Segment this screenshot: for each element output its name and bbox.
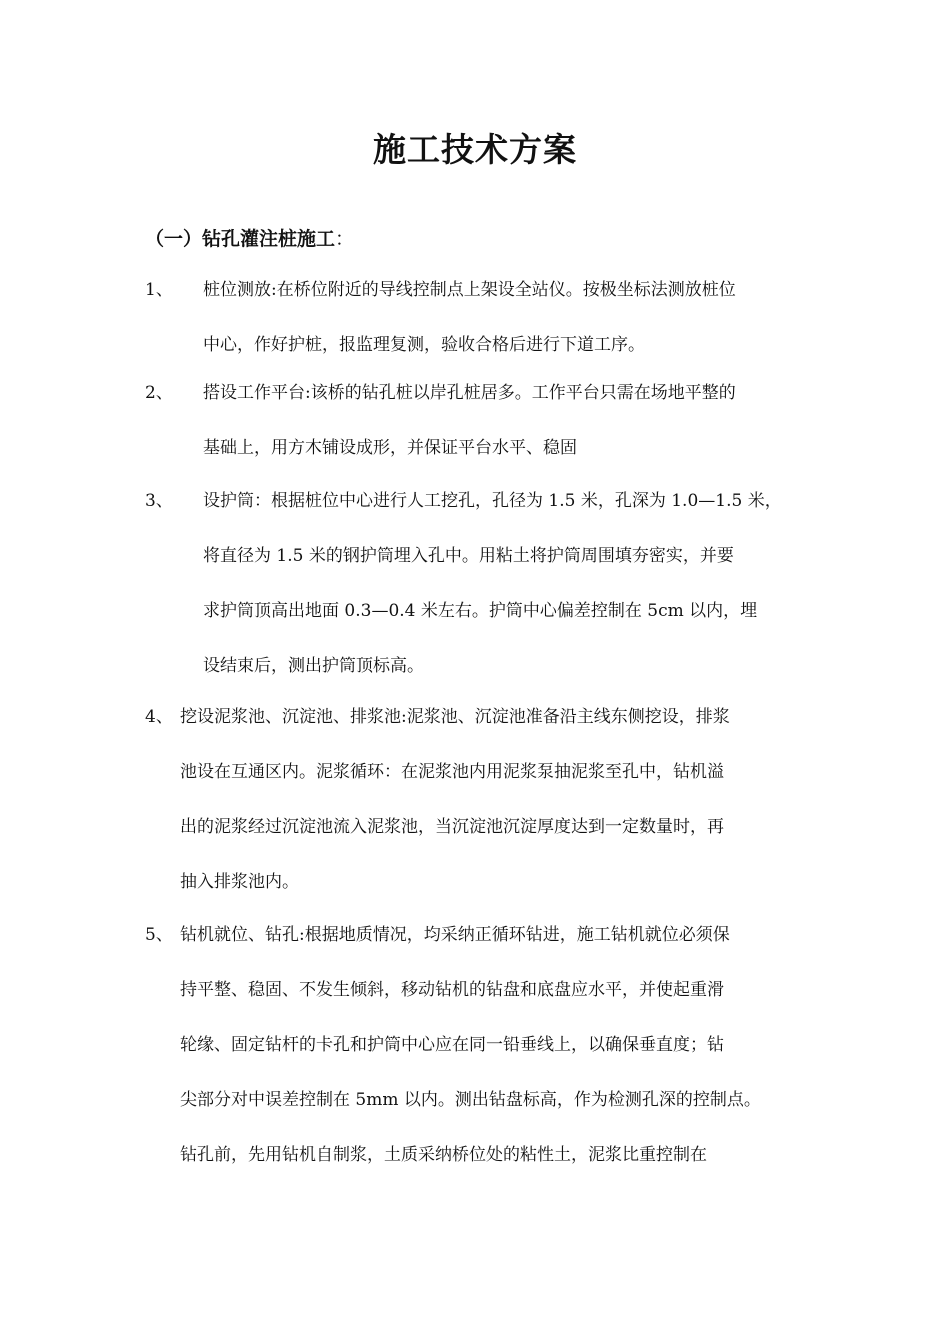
text-line: 挖设泥浆池、沉淀池、排浆池:泥浆池、沉淀池准备沿主线东侧挖设，排浆 [180, 707, 730, 727]
list-item-number: 4、 [145, 707, 173, 727]
text-line: 尖部分对中误差控制在 5mm 以内。测出钻盘标高，作为检测孔深的控制点。 [180, 1090, 761, 1110]
list-item-number: 2、 [145, 383, 173, 403]
text-line: 钻孔前，先用钻机自制浆，土质采纳桥位处的粘性土，泥浆比重控制在 [180, 1145, 707, 1165]
document-title: 施工技术方案 [373, 130, 577, 169]
text-line: 轮缘、固定钻杆的卡孔和护筒中心应在同一铅垂线上，以确保垂直度；钻 [180, 1035, 724, 1055]
text-line: 将直径为 1.5 米的钢护筒埋入孔中。用粘土将护筒周围填夯密实，并要 [203, 546, 734, 566]
text-line: 设护筒：根据桩位中心进行人工挖孔，孔径为 1.5 米，孔深为 1.0—1.5 米， [203, 491, 782, 511]
text-line: 池设在互通区内。泥浆循环：在泥浆池内用泥浆泵抽泥浆至孔中，钻机溢 [180, 762, 724, 782]
section-heading-colon: ： [335, 228, 355, 250]
text-line: 搭设工作平台:该桥的钻孔桩以岸孔桩居多。工作平台只需在场地平整的 [203, 383, 736, 403]
text-line: 求护筒顶高出地面 0.3—0.4 米左右。护筒中心偏差控制在 5cm 以内，埋 [203, 601, 758, 621]
list-item-text [203, 366, 823, 476]
list-item-number: 5、 [145, 925, 173, 945]
text-line: 出的泥浆经过沉淀池流入泥浆池，当沉淀池沉淀厚度达到一定数量时，再 [180, 817, 724, 837]
list-item-number: 1、 [145, 280, 173, 300]
list-item-text [180, 908, 825, 1183]
section-heading-text: （一）钻孔灌注桩施工 [145, 228, 336, 250]
text-line: 桩位测放:在桥位附近的导线控制点上架设全站仪。按极坐标法测放桩位 [203, 280, 736, 300]
text-line: 设结束后，测出护筒顶标高。 [203, 656, 424, 676]
list-item-text [203, 263, 823, 373]
text-line: 持平整、稳固、不发生倾斜，移动钻机的钻盘和底盘应水平，并使起重滑 [180, 980, 724, 1000]
list-item-text [180, 690, 825, 910]
list-item-text [203, 474, 823, 694]
text-line: 基础上，用方木铺设成形，并保证平台水平、稳固 [203, 438, 577, 458]
section-heading [145, 224, 354, 254]
text-line: 钻机就位、钻孔:根据地质情况，均采纳正循环钻进，施工钻机就位必须保 [180, 925, 730, 945]
text-line: 抽入排浆池内。 [180, 872, 299, 892]
list-item-number: 3、 [145, 491, 173, 511]
text-line: 中心，作好护桩，报监理复测，验收合格后进行下道工序。 [203, 335, 645, 355]
